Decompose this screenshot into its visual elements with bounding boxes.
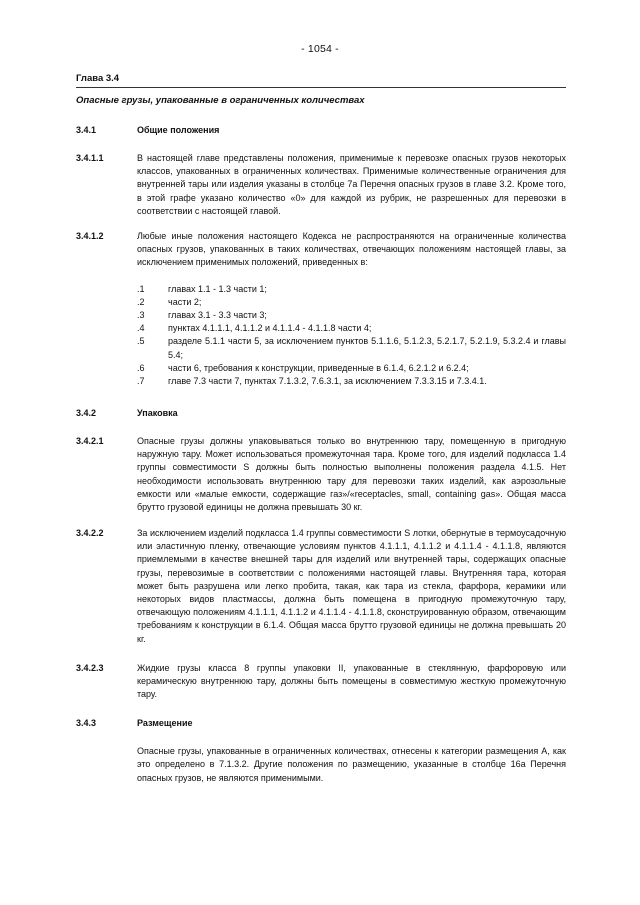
section-number: 3.4.1 xyxy=(76,125,97,135)
section-heading: Размещение xyxy=(137,718,193,728)
list-item-number: .5 xyxy=(137,336,145,347)
list-item xyxy=(137,322,566,335)
paragraph: Опасные грузы, упакованные в ограниченных количествах, отнесены к категории размещения А, как это определено в 7.1.3.2. Другие положения по размещению, указанные в столбце 16а Перечня опасных грузов, не являются применимыми. xyxy=(137,746,566,783)
paragraph: За исключением изделий подкласса 1.4 группы совместимости S лотки, обернутые в термоусадочную или эластичную пленку, отвечающие условиям пунктов 4.1.1.1, 4.1.1.2 и 4.1.1.4 - 4.1.1.8, являются приемлемыми в качестве внешней тары для изделий или внутренней тары, содержащих опасные грузы, перевозимые в соответствии с положениями настоящей главы. Внутренняя тара, которая может быть разрушена или легко пробита, такая, как тара из стекла, фарфора, керамики или некоторых видов пластмассы, должна быть помещена в пригодную промежуточную тару, отвечающую положениям 4.1.1.1, 4.1.1.2 и 4.1.1.4 - 4.1.1.8, сконструированную образом, отвечающим требованиям к конструкции в 6.1.4. Общая масса брутто грузовой единицы не должна превышать 20 кг. xyxy=(137,528,566,644)
section-3-4-2 xyxy=(76,407,566,420)
list-item-text: пунктах 4.1.1.1, 4.1.1.2 и 4.1.1.4 - 4.1.1.8 части 4; xyxy=(168,323,372,334)
section-heading: Общие положения xyxy=(137,125,220,135)
section-number: 3.4.2.1 xyxy=(76,436,104,446)
paragraph: Опасные грузы должны упаковываться только во внутреннюю тару, помещенную в пригодную наружную тару. Может использоваться промежуточная тара. Кроме того, для изделий подкласса 1.4 группы совместимости S должны быть полностью выполнены положения раздела 4.1.5. Нет необходимости использовать внутреннюю тару для перевозки таких изделий, как аэрозольные емкости или «малые емкости, содержащие газ»/«receptacles, small, containing gas». Общая масса брутто грузовой единицы не должна превышать 30 кг. xyxy=(137,436,566,513)
section-3-4-2-3 xyxy=(76,662,566,702)
section-number: 3.4.3 xyxy=(76,718,97,728)
paragraph: В настоящей главе представлены положения, применимые к перевозке опасных грузов некоторых классов, упакованных в ограниченных количествах. Применимые количественные ограничения для внутренней тары или изделия указаны в столбце 7а Перечня опасных грузов в главе 3.2. Кроме того, в этой графе указано количество «0» для каждой из рубрик, не разрешенных для перевозки в соответствии с настоящей главой. xyxy=(137,153,566,216)
list-item-number: .6 xyxy=(137,362,145,373)
section-3-4-2-1 xyxy=(76,435,566,514)
section-number: 3.4.1.2 xyxy=(76,231,104,241)
section-3-4-2-2 xyxy=(76,527,566,646)
paragraph: Любые иные положения настоящего Кодекса не распространяются на ограниченные количества опасных грузов, упакованных в таких количествах, отвечающих положениям настоящей главы, за исключением применимых положений, приведенных в: xyxy=(137,231,566,268)
section-number: 3.4.2 xyxy=(76,408,97,418)
section-number: 3.4.1.1 xyxy=(76,153,104,163)
list-item-number: .1 xyxy=(137,283,145,294)
list-item-text: главах 3.1 - 3.3 части 3; xyxy=(168,310,267,321)
provisions-list xyxy=(137,283,566,389)
section-3-4-1-2 xyxy=(76,230,566,388)
list-item-number: .7 xyxy=(137,376,145,387)
list-item xyxy=(137,296,566,309)
list-item xyxy=(137,283,566,296)
list-item-text: главе 7.3 части 7, пунктах 7.1.3.2, 7.6.3.1, за исключением 7.3.3.15 и 7.3.4.1. xyxy=(168,376,487,387)
list-item-text: разделе 5.1.1 части 5, за исключением пунктов 5.1.1.6, 5.1.2.3, 5.2.1.7, 5.2.1.9, 5.3.2.4 и главы 5.4; xyxy=(168,336,566,360)
chapter-title: Глава 3.4 xyxy=(76,73,120,84)
chapter-subtitle: Опасные грузы, упакованные в ограниченных количествах xyxy=(76,95,365,106)
list-item xyxy=(137,309,566,322)
section-3-4-1-1 xyxy=(76,152,566,218)
section-number: 3.4.2.2 xyxy=(76,528,104,538)
section-number: 3.4.2.3 xyxy=(76,663,104,673)
header-divider xyxy=(76,87,566,88)
section-3-4-1 xyxy=(76,124,566,137)
section-3-4-3 xyxy=(76,717,566,785)
list-item-text: части 2; xyxy=(168,296,202,307)
list-item-number: .3 xyxy=(137,310,145,321)
section-heading: Упаковка xyxy=(137,408,178,418)
list-item xyxy=(137,375,566,388)
list-item xyxy=(137,362,566,375)
paragraph: Жидкие грузы класса 8 группы упаковки II, упакованные в стеклянную, фарфоровую или керамическую внутреннюю тару, должны быть помещены в совместимую жесткую промежуточную тару. xyxy=(137,663,566,700)
list-item-text: части 6, требования к конструкции, приведенные в 6.1.4, 6.2.1.2 и 6.2.4; xyxy=(168,362,469,373)
list-item xyxy=(137,335,566,361)
list-item-number: .2 xyxy=(137,296,145,307)
list-item-number: .4 xyxy=(137,323,145,334)
list-item-text: главах 1.1 - 1.3 части 1; xyxy=(168,283,267,294)
page-number: - 1054 - xyxy=(301,43,339,55)
